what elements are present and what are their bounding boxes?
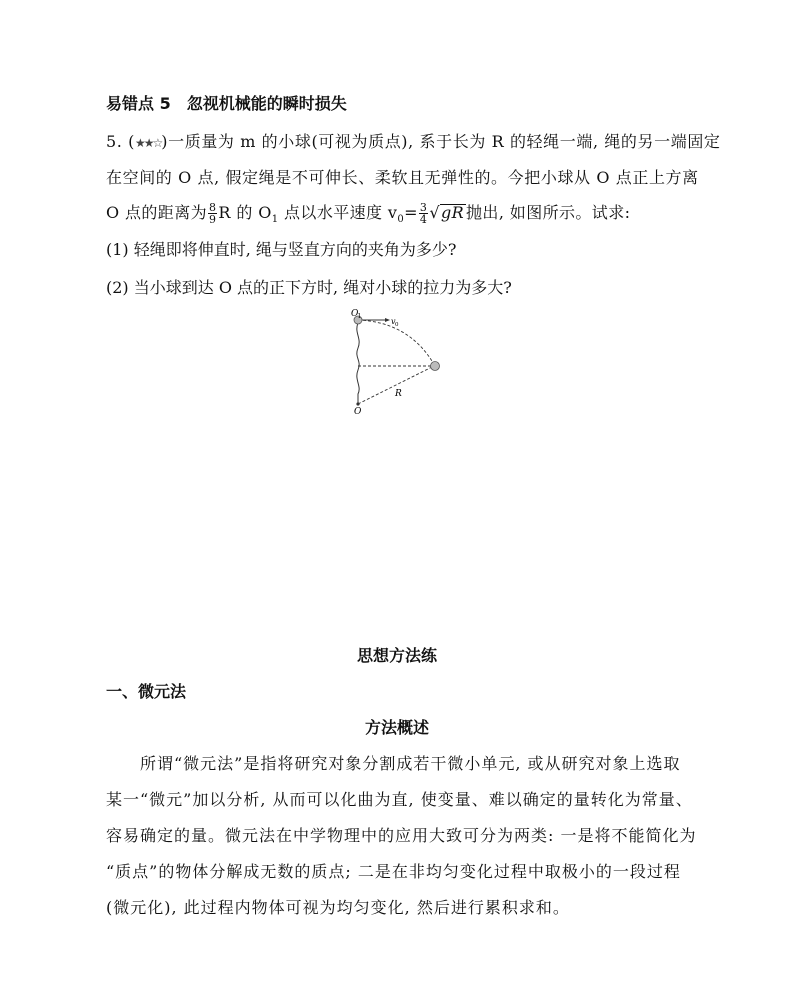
svg-text:0: 0 [395,322,399,328]
paragraph-line-2: 某一“微元”加以分析, 从而可以化曲为直, 使变量、难以确定的量转化为常量、 [106,790,693,809]
difficulty-stars-icon: ★★☆ [135,136,162,150]
label-o: O [354,407,362,416]
slack-rope [357,323,359,404]
problem-text-1: 一质量为 m 的小球(可视为质点), 系于长为 R 的轻绳一端, 绳的另一端固定 [168,132,721,151]
problem-line-3: O 点的距离为 $\frac{8}{9}$ R 的 $O_1$ 点以水平速度 $v_0=$ $\frac{3}{4}$ √gR 抛出, 如图所示。试求: [106,201,631,226]
label-v0: v [391,317,396,326]
paragraph-line-5: (微元化), 此过程内物体可视为均匀变化, 然后进行累积求和。 [106,898,570,917]
subsection-title: 一、微元法 [106,682,187,701]
arrow-head-icon [385,318,390,322]
label-r: R [395,389,402,399]
paragraph-line-1: 所谓“微元法”是指将研究对象分割成若干微小单元, 或从研究对象上选取 [106,754,681,773]
sqrt-gr: gR [440,203,465,222]
paragraph-line-3: 容易确定的量。微元法在中学物理中的应用大致可分为两类: 一是将不能简化为 [106,826,697,845]
pivot-point [356,402,359,405]
question-1: (1) 轻绳即将伸直时, 绳与竖直方向的夹角为多少? [106,240,457,259]
fraction-eight-ninths: $\frac{8}{9}$ [209,201,217,226]
svg-text:1: 1 [357,313,362,320]
physics-figure [340,308,450,416]
section-title: 易错点 5 忽视机械能的瞬时损失 [106,94,347,113]
paragraph-line-4: “质点”的物体分解成无数的质点; 二是在非均匀变化过程中取极小的一段过程 [106,862,681,881]
ball-end [431,362,440,371]
method-title: 思想方法练 [356,646,437,665]
fraction-three-quarters: $\frac{3}{4}$ [419,201,428,226]
sqrt-icon: √ [429,203,440,222]
problem-number: 5. ( [106,132,135,151]
problem-line-1: 5. (★★☆)一质量为 m 的小球(可视为质点), 系于长为 R 的轻绳一端, 绳的另一端固定 [106,132,721,151]
overview-title: 方法概述 [364,718,429,737]
problem-line-2: 在空间的 O 点, 假定绳是不可伸长、柔软且无弹性的。今把小球从 O 点正上方离 [106,168,699,187]
question-2: (2) 当小球到达 O 点的正下方时, 绳对小球的拉力为多大? [106,278,512,297]
label-o1: O [351,309,359,319]
